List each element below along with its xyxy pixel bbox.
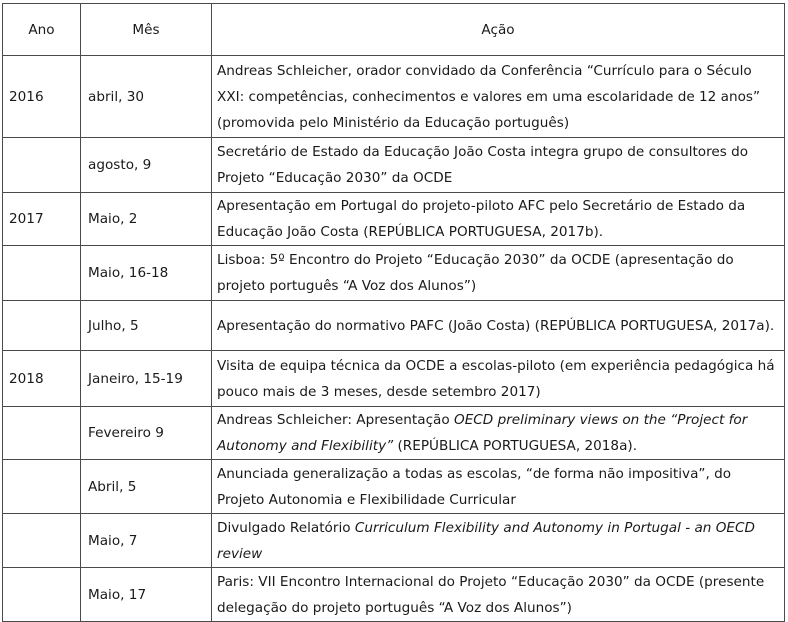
table-row	[3, 460, 785, 514]
cell-acao	[212, 56, 785, 138]
acao-title-italic: OECD preliminary views on the “Project for Autonomy and Flexibility”	[217, 412, 748, 454]
cell-mes: agosto, 9	[81, 138, 212, 193]
cell-mes: abril, 30	[81, 56, 212, 138]
table-row	[3, 246, 785, 301]
cell-acao	[212, 351, 785, 407]
acao-text: (REPÚBLICA PORTUGUESA, 2018a).	[393, 438, 638, 454]
table-row	[3, 138, 785, 193]
header-row	[3, 4, 785, 56]
acao-title-italic: Curriculum Flexibility and Autonomy in Portugal - an OECD review	[217, 519, 755, 562]
cell-acao	[212, 193, 785, 246]
cell-ano: 2016	[3, 56, 81, 138]
cell-acao	[212, 301, 785, 351]
cell-mes: Abril, 5	[81, 460, 212, 514]
table-row	[3, 514, 785, 568]
cell-mes: Maio, 7	[81, 514, 212, 568]
cell-acao	[212, 568, 785, 622]
table-row	[3, 351, 785, 407]
acao-text: Lisboa: 5º Encontro do Projeto “Educação 2030” da OCDE (apresentação do projeto português “A Voz dos Alunos”)	[217, 252, 734, 294]
acao-text: Apresentação em Portugal do projeto-piloto AFC pelo Secretário de Estado da Educação João Costa (REPÚBLICA PORTUGUESA, 2017b).	[217, 198, 746, 240]
table-row	[3, 568, 785, 622]
cell-mes: Julho, 5	[81, 301, 212, 351]
cell-mes: Maio, 17	[81, 568, 212, 622]
acao-text: Anunciada generalização a todas as escolas, “de forma não impositiva”, do Projeto Autonomia e Flexibilidade Curricular	[217, 465, 732, 508]
acao-text: Visita de equipa técnica da OCDE a escolas-piloto (em experiência pedagógica há pouco mais de 3 meses, desde setembro 2017)	[217, 357, 775, 400]
table-row	[3, 193, 785, 246]
header-mes: Mês	[81, 4, 212, 56]
timeline-table	[2, 3, 785, 622]
cell-ano	[3, 246, 81, 301]
cell-ano	[3, 138, 81, 193]
table-row	[3, 56, 785, 138]
header-acao: Ação	[212, 4, 785, 56]
cell-acao	[212, 407, 785, 460]
cell-mes: Janeiro, 15-19	[81, 351, 212, 407]
acao-text: Paris: VII Encontro Internacional do Projeto “Educação 2030” da OCDE (presente delegação do projeto português “A Voz dos Alunos”)	[217, 573, 765, 616]
cell-acao	[212, 138, 785, 193]
cell-mes: Maio, 2	[81, 193, 212, 246]
acao-text: Apresentação do normativo PAFC (João Costa) (REPÚBLICA PORTUGUESA, 2017a).	[217, 317, 775, 334]
cell-ano	[3, 407, 81, 460]
cell-acao	[212, 514, 785, 568]
cell-ano: 2017	[3, 193, 81, 246]
cell-ano: 2018	[3, 351, 81, 407]
header-ano: Ano	[3, 4, 81, 56]
acao-text: Secretário de Estado da Educação João Costa integra grupo de consultores do Projeto “Educação 2030” da OCDE	[217, 144, 749, 186]
cell-ano	[3, 301, 81, 351]
acao-text: Andreas Schleicher: Apresentação	[217, 412, 455, 428]
cell-ano	[3, 460, 81, 514]
acao-text: Andreas Schleicher, orador convidado da Conferência “Currículo para o Século XXI: competências, conhecimentos e valores em uma escolaridade de 12 anos” (promovida pelo Ministério da Educação português)	[217, 62, 761, 131]
cell-mes: Fevereiro 9	[81, 407, 212, 460]
cell-acao	[212, 246, 785, 301]
cell-ano	[3, 514, 81, 568]
cell-mes: Maio, 16-18	[81, 246, 212, 301]
table-row	[3, 301, 785, 351]
acao-text: Divulgado Relatório	[217, 519, 355, 536]
cell-acao	[212, 460, 785, 514]
table-row	[3, 407, 785, 460]
cell-ano	[3, 568, 81, 622]
